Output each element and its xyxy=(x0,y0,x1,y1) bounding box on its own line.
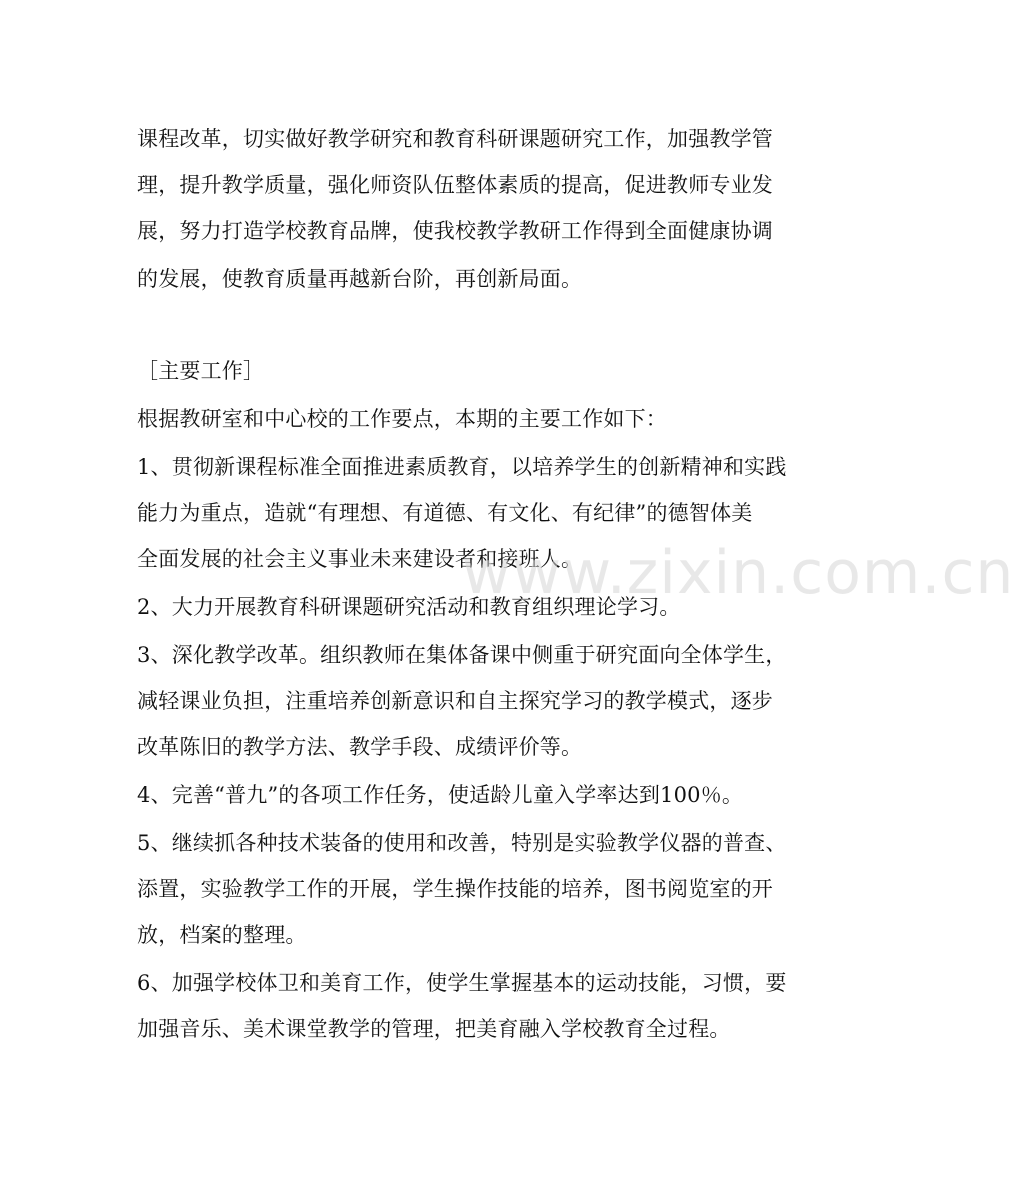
item-2-line-1: 2、大力开展教育科研课题研究活动和教育组织理论学习。 xyxy=(137,595,681,619)
item-6-line-1: 6、加强学校体卫和美育工作，使学生掌握基本的运动技能，习惯，要 xyxy=(137,971,787,995)
lead-line: 根据教研室和中心校的工作要点，本期的主要工作如下： xyxy=(137,407,667,431)
item-3-line-1: 3、深化教学改革。组织教师在集体备课中侧重于研究面向全体学生， xyxy=(137,643,787,667)
intro-line-1: 课程改革，切实做好教学研究和教育科研课题研究工作，加强教学管 xyxy=(137,127,773,151)
intro-line-3: 展，努力打造学校教育品牌，使我校教学教研工作得到全面健康协调 xyxy=(137,219,773,243)
item-1-line-2: 能力为重点，造就“有理想、有道德、有文化、有纪律”的德智体美 xyxy=(137,501,753,525)
item-1-line-1: 1、贯彻新课程标准全面推进素质教育，以培养学生的创新精神和实践 xyxy=(137,455,787,479)
item-5-line-3: 放，档案的整理。 xyxy=(137,923,307,947)
item-3-line-2: 减轻课业负担，注重培养创新意识和自主探究学习的教学模式，逐步 xyxy=(137,689,773,713)
item-4-line-1: 4、完善“普九”的各项工作任务，使适龄儿童入学率达到100％。 xyxy=(137,783,744,807)
intro-line-4: 的发展，使教育质量再越新台阶，再创新局面。 xyxy=(137,267,583,291)
site-watermark: www.zixin.com.cn xyxy=(462,538,1014,608)
item-6-line-2: 加强音乐、美术课堂教学的管理，把美育融入学校教育全过程。 xyxy=(137,1017,731,1041)
intro-line-2: 理，提升教学质量，强化师资队伍整体素质的提高，促进教师专业发 xyxy=(137,173,773,197)
item-3-line-3: 改革陈旧的教学方法、教学手段、成绩评价等。 xyxy=(137,735,583,759)
section-heading: ［主要工作］ xyxy=(137,359,265,383)
item-5-line-2: 添置，实验教学工作的开展，学生操作技能的培养，图书阅览室的开 xyxy=(137,877,773,901)
item-1-line-3: 全面发展的社会主义事业未来建设者和接班人。 xyxy=(137,547,583,571)
item-5-line-1: 5、继续抓各种技术装备的使用和改善，特别是实验教学仪器的普查、 xyxy=(137,831,787,855)
